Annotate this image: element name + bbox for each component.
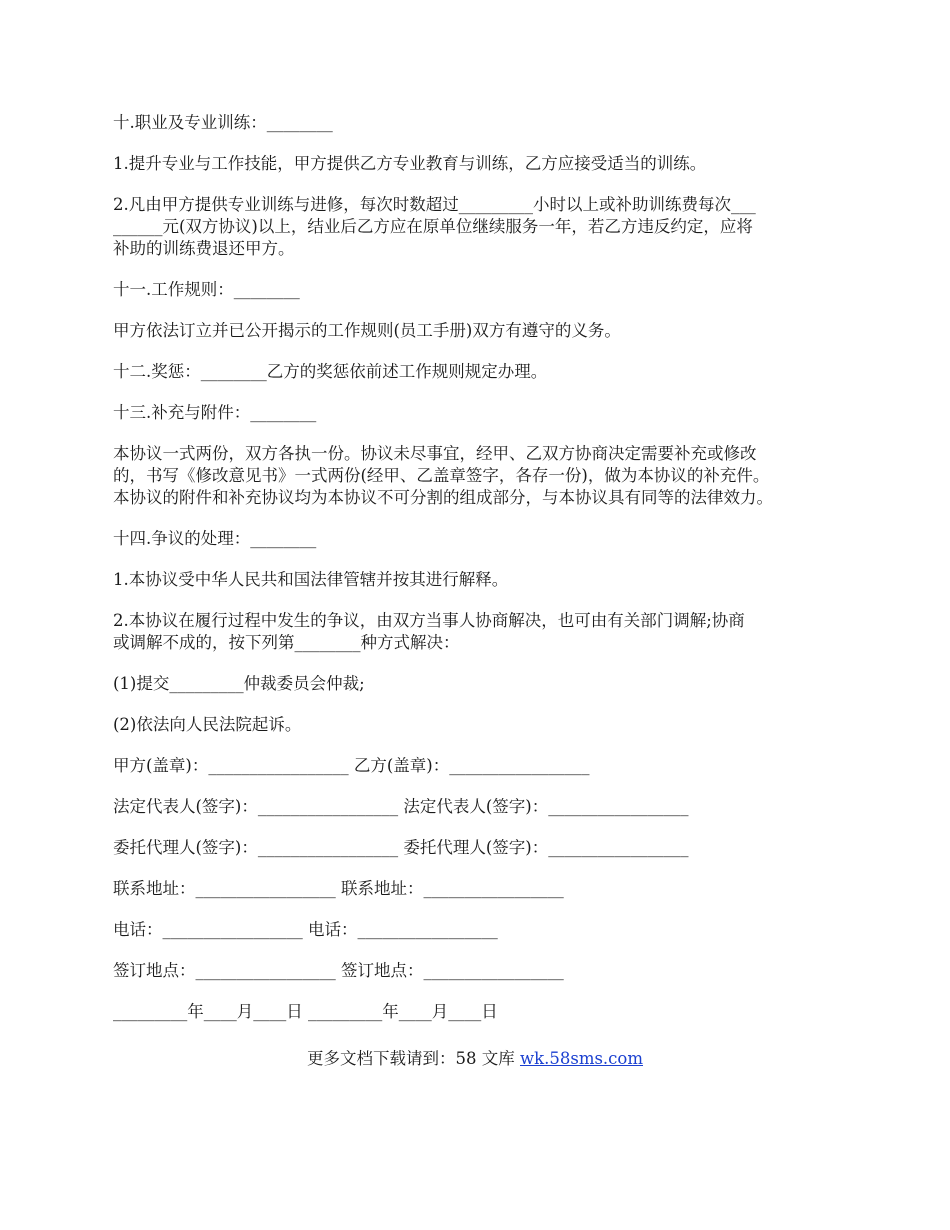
section-13-body: 本协议一式两份，双方各执一份。协议未尽事宜，经甲、乙双方协商决定需要补充或修改 的，书写《修改意见书》一式两份(经甲、乙盖章签字，各存一份)，做为本协议的补充件。 本协议的附件和补充协议均为本协议不可分割的组成部分，与本协议具有同等的法律效力。 xyxy=(113,444,773,507)
section-11-heading: 十一.工作规则：________ xyxy=(113,280,300,299)
section-14-heading: 十四.争议的处理：________ xyxy=(113,529,317,548)
footer-prefix: 更多文档下载请到：58 文库 xyxy=(306,1049,520,1068)
section-10-item-2: 2.凡由甲方提供专业训练与进修，每次时数超过_________小时以上或补助训练费每次___ ______元(双方协议)以上，结业后乙方应在原单位继续服务一年，若乙方违反约定，应将 补助的训练费退还甲方。 xyxy=(113,195,756,258)
section-10-item-1: 1.提升专业与工作技能，甲方提供乙方专业教育与训练，乙方应接受适当的训练。 xyxy=(113,154,707,173)
section-12-heading: 十二.奖惩：________乙方的奖惩依前述工作规则规定办理。 xyxy=(113,362,548,381)
document-body xyxy=(113,112,848,1023)
signature-location: 签订地点：_________________ 签订地点：_________________ xyxy=(113,961,564,980)
signature-phone: 电话：_________________ 电话：_________________ xyxy=(113,920,498,939)
option-court: (2)依法向人民法院起诉。 xyxy=(113,715,302,734)
footer-link[interactable]: wk.58sms.com xyxy=(519,1049,643,1068)
signature-legal-rep: 法定代表人(签字)：_________________ 法定代表人(签字)：_________________ xyxy=(113,797,689,816)
section-14-item-2: 2.本协议在履行过程中发生的争议，由双方当事人协商解决，也可由有关部门调解;协商 或调解不成的，按下列第________种方式解决： xyxy=(113,611,745,652)
signature-date: _________年____月____日 _________年____月____日 xyxy=(113,1002,498,1021)
signature-agent: 委托代理人(签字)：_________________ 委托代理人(签字)：_________________ xyxy=(113,838,689,857)
signature-party-seal: 甲方(盖章)：_________________ 乙方(盖章)：_________________ xyxy=(113,756,590,775)
footer xyxy=(0,1048,950,1070)
signature-address: 联系地址：_________________ 联系地址：_________________ xyxy=(113,879,564,898)
section-11-body: 甲方依法订立并已公开揭示的工作规则(员工手册)双方有遵守的义务。 xyxy=(113,321,621,340)
section-14-item-1: 1.本协议受中华人民共和国法律管辖并按其进行解释。 xyxy=(113,570,509,589)
section-10-heading: 十.职业及专业训练：________ xyxy=(113,113,333,132)
option-arbitration: (1)提交_________仲裁委员会仲裁; xyxy=(113,674,365,693)
section-13-heading: 十三.补充与附件：________ xyxy=(113,403,317,422)
